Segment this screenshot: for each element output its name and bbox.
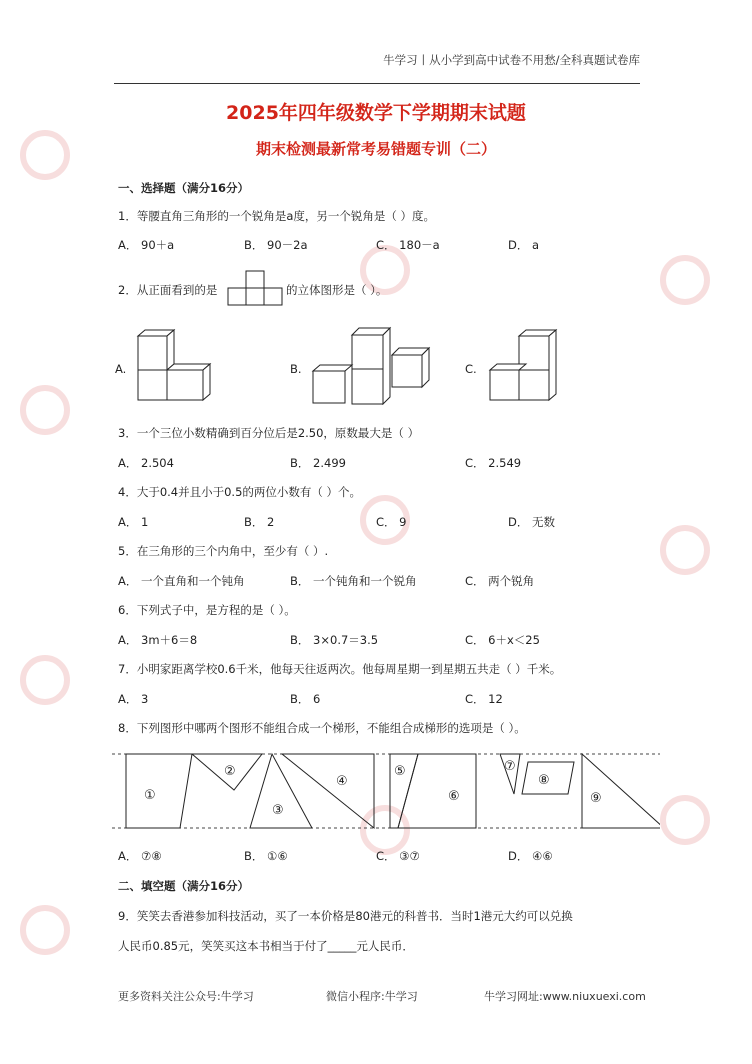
question-7: 7．小明家距离学校0.6千米，他每天往返两次。他每周星期一到星期五共走（ ）千米。 [118,662,562,676]
q2-option-a: A. [115,362,127,376]
q3-option-b: B． 2.499 [290,456,346,470]
shape-4 [282,754,374,828]
question-3: 3．一个三位小数精确到百分位后是2.50，原数最大是（ ） [118,426,420,440]
footer-right: 牛学习网址:www.niuxuexi.com [484,990,646,1003]
section-2-heading: 二、填空题（满分16分） [118,879,250,893]
question-5: 5．在三角形的三个内角中，至少有（ ）. [118,544,329,558]
question-1: 1．等腰直角三角形的一个锐角是a度，另一个锐角是（ ）度。 [118,209,436,223]
q1-option-b: B． 90－2a [244,238,308,252]
shape-label-2: ② [224,764,236,779]
page-title: 2025年四年级数学下学期期末试题 [226,102,526,124]
question-8: 8．下列图形中哪两个图形不能组合成一个梯形，不能组合成梯形的选项是（ ）。 [118,721,526,735]
q4-option-d: D． 无数 [508,515,556,529]
shape-label-7: ⑦ [504,759,516,774]
q6-option-a: A． 3m＋6＝8 [118,633,198,647]
q6-option-c: C． 6＋x＜25 [465,633,540,647]
q3-option-c: C． 2.549 [465,456,522,470]
question-9-line-2: 人民币0.85元，笑笑买这本书相当于付了_____元人民币． [118,939,414,953]
shape-1 [126,754,192,828]
q3-option-a: A． 2.504 [118,456,174,470]
page-subtitle: 期末检测最新常考易错题专训（二） [255,140,496,158]
shape-label-4: ④ [336,774,348,789]
shape-label-3: ③ [272,803,284,818]
shape-label-9: ⑨ [590,791,602,806]
footer-mid: 微信小程序:牛学习 [326,990,418,1003]
question-4: 4．大于0.4并且小于0.5的两位小数有（ ）个。 [118,485,362,499]
q1-option-d: D． a [508,238,540,252]
q8-option-a: A． ⑦⑧ [118,849,162,863]
q8-shapes-figure [112,748,660,834]
page-header: 牛学习丨从小学到高中试卷不用愁/全科真题试卷库 [383,53,640,67]
q5-option-b: B． 一个钝角和一个锐角 [290,574,417,588]
q8-option-d: D． ④⑥ [508,849,553,863]
q4-option-a: A． 1 [118,515,149,529]
q2-option-b: B. [290,362,302,376]
question-6: 6．下列式子中，是方程的是（ ）。 [118,603,296,617]
q4-option-c: C． 9 [376,515,407,529]
q2-option-c: C. [465,362,477,376]
q1-option-c: C． 180－a [376,238,440,252]
q8-option-c: C． ③⑦ [376,849,420,863]
question-9-line-1: 9．笑笑去香港参加科技活动，买了一本价格是80港元的科普书．当时1港元大约可以兑换 [118,909,573,923]
q7-option-a: A． 3 [118,692,149,706]
question-2-end: 的立体图形是（ ）。 [286,283,388,297]
front-view-figure [227,270,285,306]
q2-cube-figure-c [482,328,572,403]
q4-option-b: B． 2 [244,515,275,529]
q8-option-b: B． ①⑥ [244,849,288,863]
q5-option-a: A． 一个直角和一个钝角 [118,574,245,588]
q2-cube-figure-b [308,325,438,405]
q1-option-a: A． 90＋a [118,238,175,252]
shape-label-5: ⑤ [394,764,406,779]
q5-option-c: C． 两个锐角 [465,574,535,588]
footer-left: 更多资料关注公众号:牛学习 [118,990,254,1003]
q2-cube-figure-a [130,328,215,403]
shape-label-6: ⑥ [448,789,460,804]
q6-option-b: B． 3×0.7＝3.5 [290,633,379,647]
shape-6 [398,754,476,828]
header-rule [114,83,640,84]
q7-option-b: B． 6 [290,692,321,706]
section-1-heading: 一、选择题（满分16分） [118,181,250,195]
question-2-start: 2．从正面看到的是 [118,283,218,297]
shape-label-8: ⑧ [538,773,550,788]
q7-option-c: C． 12 [465,692,503,706]
shape-label-1: ① [144,788,156,803]
